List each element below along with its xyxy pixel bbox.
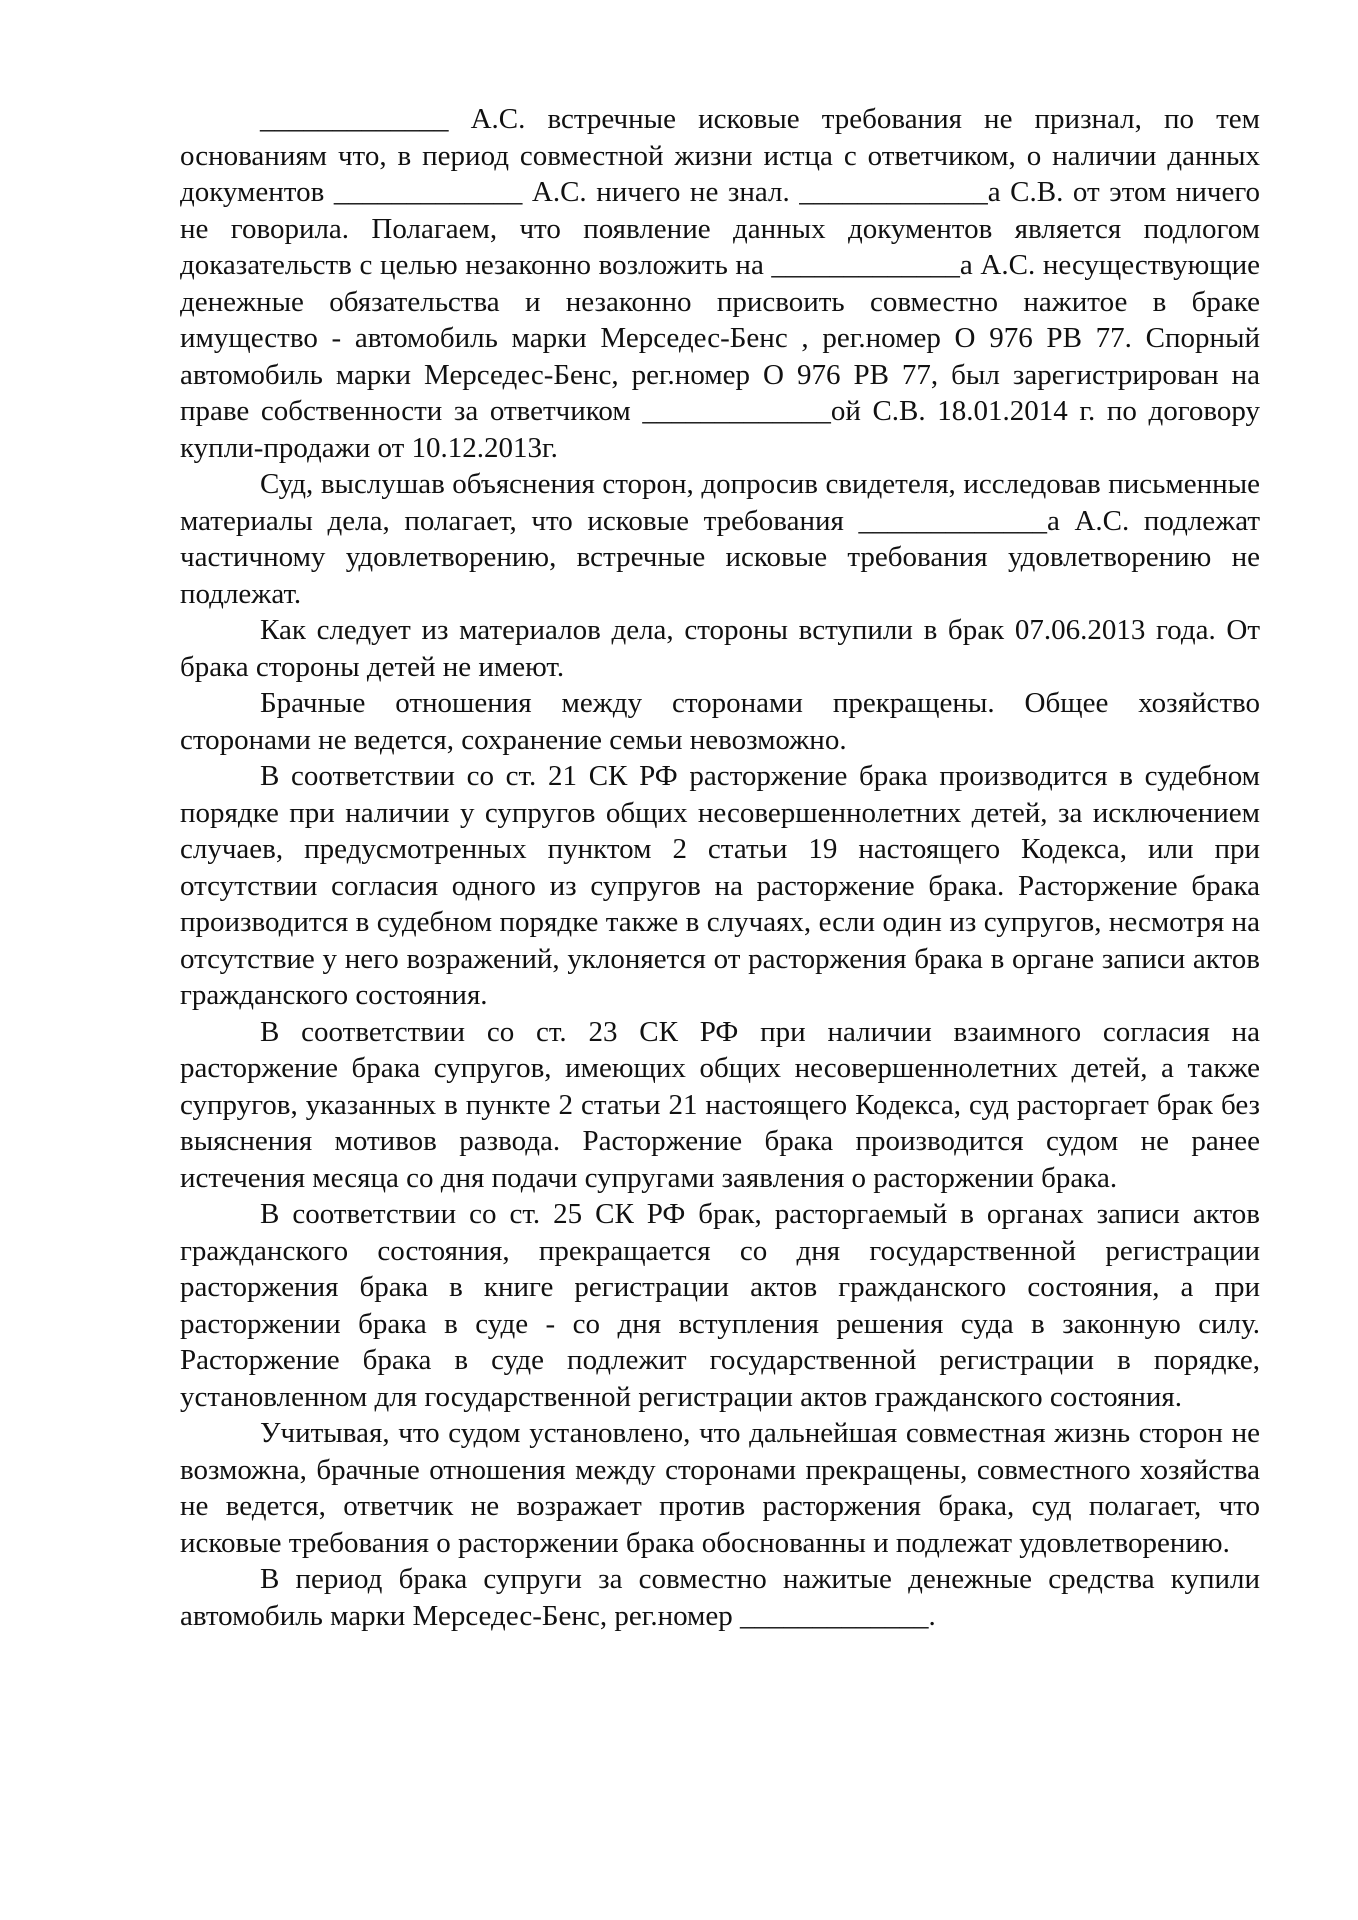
paragraph-court-assessment: Суд, выслушав объяснения сторон, допросив свидетеля, исследовав письменные материалы дела, полагает, что исковые требования _____________а А.С. подлежат частичному удовлетворению, встречные исковые требования удовлетворению не подлежат. — [180, 468, 1260, 610]
paragraph-article-21: В соответствии со ст. 21 СК РФ расторжение брака производится в судебном порядке при наличии у супругов общих несовершеннолетних детей, за исключением случаев, предусмотренных пунктом 2 статьи 19 настоящего Кодекса, или при отсутствии согласия одного из супругов на расторжение брака. Расторжение брака производится в судебном порядке также в случаях, если один из супругов, несмотря на отсутствие у него возражений, уклоняется от расторжения брака в органе записи актов гражданского состояния. — [180, 760, 1260, 1011]
document-page — [180, 101, 1260, 1634]
paragraph-joint-property: В период брака супруги за совместно нажитые денежные средства купили автомобиль марки Мерседес-Бенс, рег.номер _____________. — [180, 1563, 1260, 1632]
paragraph-court-conclusion: Учитывая, что судом установлено, что дальнейшая совместная жизнь сторон не возможна, брачные отношения между сторонами прекращены, совместного хозяйства не ведется, ответчик не возражает против расторжения брака, суд полагает, что исковые требования о расторжении брака обоснованны и подлежат удовлетворению. — [180, 1417, 1260, 1559]
paragraph-marriage-date: Как следует из материалов дела, стороны вступили в брак 07.06.2013 года. От брака стороны детей не имеют. — [180, 614, 1260, 683]
paragraph-relations-ended: Брачные отношения между сторонами прекращены. Общее хозяйство сторонами не ведется, сохранение семьи невозможно. — [180, 687, 1260, 756]
paragraph-counterclaim-objection: _____________ А.С. встречные исковые требования не признал, по тем основаниям что, в период совместной жизни истца с ответчиком, о наличии данных документов _____________ А.С. ничего не знал. _____________а С.В. от этом ничего не говорила. Полагаем, что появление данных документов является подлогом доказательств с целью незаконно возложить на _____________а А.С. несуществующие денежные обязательства и незаконно присвоить совместно нажитое в браке имущество - автомобиль марки Мерседес-Бенс , рег.номер О 976 РВ 77. Спорный автомобиль марки Мерседес-Бенс, рег.номер О 976 РВ 77, был зарегистрирован на праве собственности за ответчиком _____________ой С.В. 18.01.2014 г. по договору купли-продажи от 10.12.2013г. — [180, 103, 1260, 464]
paragraph-article-25: В соответствии со ст. 25 СК РФ брак, расторгаемый в органах записи актов гражданского состояния, прекращается со дня государственной регистрации расторжения брака в книге регистрации актов гражданского состояния, а при расторжении брака в суде - со дня вступления решения суда в законную силу. Расторжение брака в суде подлежит государственной регистрации в порядке, установленном для государственной регистрации актов гражданского состояния. — [180, 1198, 1260, 1413]
paragraph-article-23: В соответствии со ст. 23 СК РФ при наличии взаимного согласия на расторжение брака супругов, имеющих общих несовершеннолетних детей, а также супругов, указанных в пункте 2 статьи 21 настоящего Кодекса, суд расторгает брак без выяснения мотивов развода. Расторжение брака производится судом не ранее истечения месяца со дня подачи супругами заявления о расторжении брака. — [180, 1015, 1260, 1194]
